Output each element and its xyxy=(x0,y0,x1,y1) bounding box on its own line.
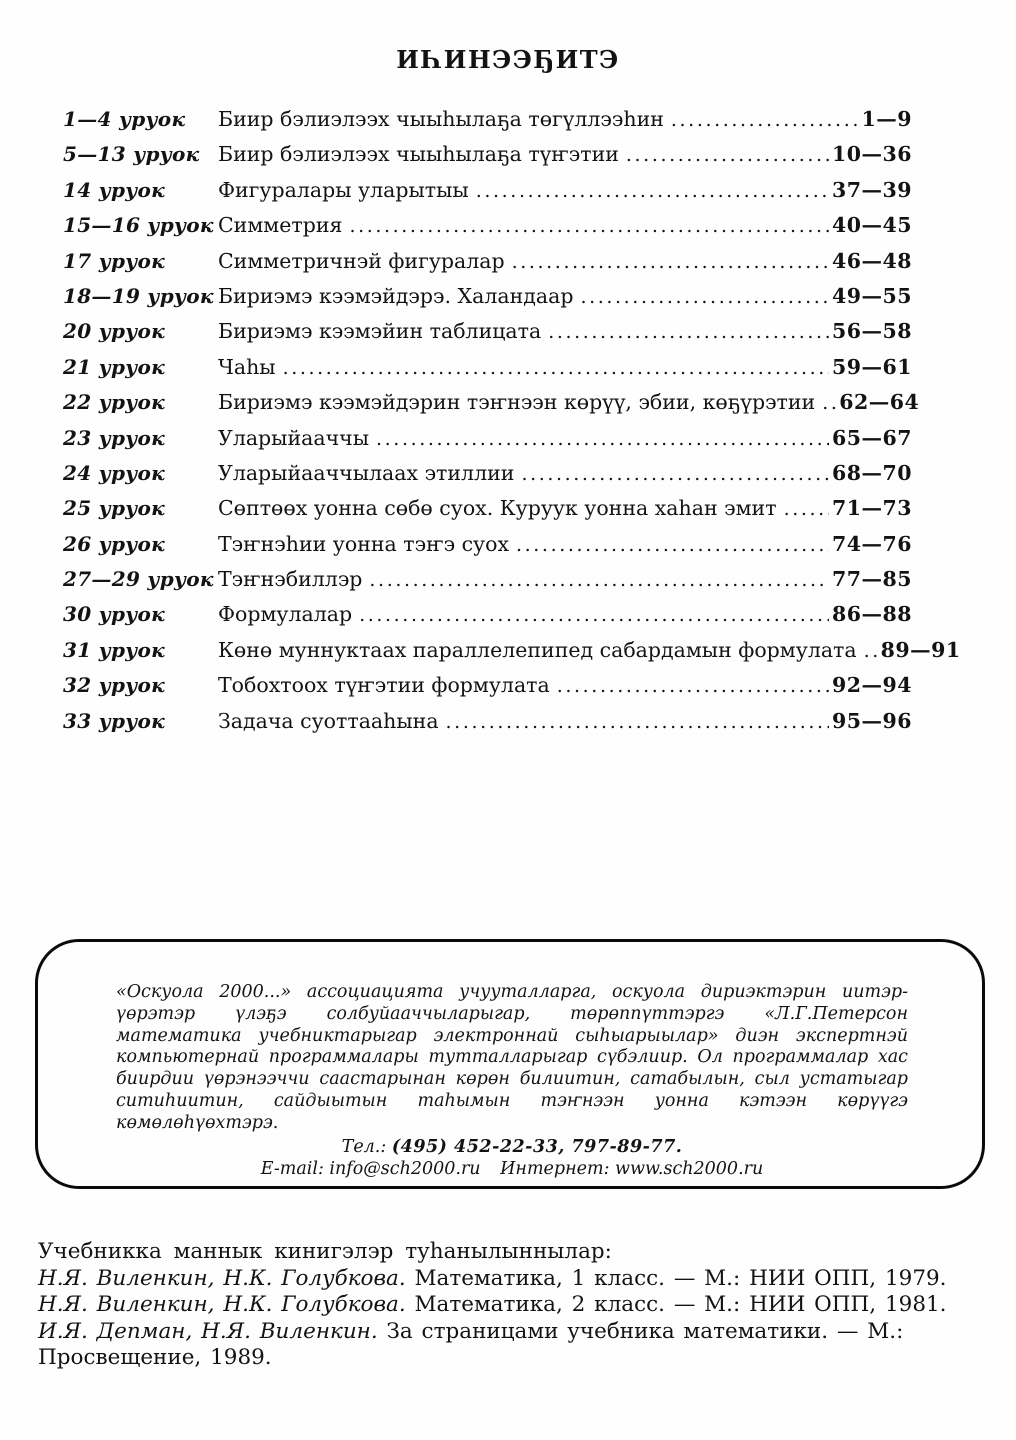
toc-row xyxy=(63,704,912,739)
entry-details: Математика, 1 класс. — М.: НИИ ОПП, 1979. xyxy=(405,1265,947,1291)
lesson-title: Бириэмэ кээмэйдэрэ. Халандаар xyxy=(218,283,574,308)
lesson-range-label: 15—16 уруок xyxy=(63,213,214,238)
toc-row xyxy=(63,279,912,314)
dot-leader xyxy=(516,527,829,563)
entry-authors: Н.Я. Виленкин, Н.К. Голубкова. xyxy=(38,1292,406,1318)
page-range: 71—73 xyxy=(831,496,912,521)
toc-row xyxy=(63,668,912,703)
lesson-range-label: 31 уруок xyxy=(63,637,165,662)
toc-row xyxy=(63,244,912,279)
entry-details: За страницами учебника математики. — М.: Просвещение, 1989. xyxy=(38,1318,904,1371)
dot-leader xyxy=(521,456,829,492)
dot-leader xyxy=(349,208,829,244)
table-of-contents xyxy=(63,102,961,739)
page-range: 86—88 xyxy=(831,602,912,627)
page-range: 40—45 xyxy=(831,213,912,238)
lesson-title: Тэҥнэһии уонна тэҥэ суох xyxy=(218,531,510,556)
lesson-title: Бириэмэ кээмэйин таблицата xyxy=(218,319,542,344)
lesson-title: Задача суоттааһына xyxy=(218,708,439,733)
page-range: 77—85 xyxy=(831,567,912,592)
bibliography-entry xyxy=(38,1266,958,1293)
lesson-range-label: 18—19 уруок xyxy=(63,283,214,308)
lesson-range-label: 14 уруок xyxy=(63,177,165,202)
email-address: E-mail: info@sch2000.ru xyxy=(260,1159,481,1180)
toc-row xyxy=(63,137,912,172)
dot-leader xyxy=(626,137,829,173)
page-range: 62—64 xyxy=(839,390,920,415)
lesson-title: Сөптөөх уонна сөбө суох. Куруук уонна хаһан эмит xyxy=(218,496,777,521)
lesson-title: Фигуралары уларытыы xyxy=(218,177,469,202)
lesson-range-label: 25 уруок xyxy=(63,496,165,521)
lesson-range-label: 32 уруок xyxy=(63,673,165,698)
page-range: 68—70 xyxy=(831,460,912,485)
lesson-range-label: 17 уруок xyxy=(63,248,165,273)
toc-row xyxy=(63,562,912,597)
phone-label: Тел.: xyxy=(341,1136,387,1157)
bibliography xyxy=(38,1239,958,1372)
toc-row xyxy=(63,350,912,385)
dot-leader xyxy=(369,562,829,598)
page-range: 65—67 xyxy=(831,425,912,450)
page-range: 1—9 xyxy=(861,107,912,131)
page-range: 56—58 xyxy=(831,319,912,344)
toc-row xyxy=(63,633,961,668)
page-range: 46—48 xyxy=(831,248,912,273)
lesson-title: Тобохтоох түҥэтии формулата xyxy=(218,673,550,698)
info-paragraph: «Оскуола 2000...» ассоциацията учууталларга, оскуола дириэктэрин иитэр-үөрэтэр үлэҕэ солбуйааччыларыгар, төрөппүттэргэ «Л.Г.Петерсон математика учебниктарыгар электроннай сыһыарыылар» диэн экспертнэй компьютернай программалары тутталларыгар сүбэлиир. Ол программалар хас биирдии үөрэнээччи саастарынан көрөн билиитин, сатабылын, сыл устатыгар ситиһиитин, сайдыытын таһымын тэҥнээн уонна кэтээн көрүүгэ көмөлөһүөхтэрэ. xyxy=(116,982,908,1133)
dot-leader xyxy=(548,314,829,350)
lesson-range-label: 24 уруок xyxy=(63,460,165,485)
lesson-range-label: 5—13 уруок xyxy=(63,142,200,167)
lesson-title: Чаһы xyxy=(218,354,276,379)
dot-leader xyxy=(557,668,829,704)
page-range: 59—61 xyxy=(831,354,912,379)
toc-row xyxy=(63,491,912,526)
lesson-range-label: 30 уруок xyxy=(63,602,165,627)
dot-leader xyxy=(864,633,878,669)
lesson-range-label: 23 уруок xyxy=(63,425,165,450)
toc-row xyxy=(63,456,912,491)
lesson-range-label: 33 уруок xyxy=(63,708,165,733)
dot-leader xyxy=(359,597,829,633)
bibliography-entry xyxy=(38,1292,958,1319)
dot-leader xyxy=(784,491,829,527)
toc-row xyxy=(63,208,912,243)
toc-row xyxy=(63,385,920,420)
website-address: Интернет: www.sch2000.ru xyxy=(500,1159,764,1180)
lesson-title: Симметричнэй фигуралар xyxy=(218,248,505,273)
toc-row xyxy=(63,314,912,349)
entry-details: Математика, 2 класс. — М.: НИИ ОПП, 1981. xyxy=(405,1292,947,1318)
dot-leader xyxy=(580,279,828,315)
lesson-title: Уларыйааччылаах этиллии xyxy=(218,460,515,485)
dot-leader xyxy=(822,385,836,421)
page-title: ИҺИНЭЭҔИТЭ xyxy=(396,45,620,74)
contacts-line xyxy=(116,1158,908,1182)
phone-numbers: (495) 452-22-33, 797-89-77. xyxy=(391,1136,683,1157)
lesson-title: Биир бэлиэлээх чыыһылаҕа түҥэтии xyxy=(218,142,619,167)
bibliography-intro: Учебникка маннык кинигэлэр туһанылыннылар: xyxy=(38,1239,612,1265)
toc-row xyxy=(63,597,912,632)
lesson-range-label: 21 уруок xyxy=(63,354,165,379)
page-range: 74—76 xyxy=(831,531,912,556)
toc-row xyxy=(63,102,912,137)
page-range: 49—55 xyxy=(831,283,912,308)
page-range: 37—39 xyxy=(831,177,912,202)
lesson-range-label: 26 уруок xyxy=(63,531,165,556)
entry-authors: Н.Я. Виленкин, Н.К. Голубкова. xyxy=(38,1265,406,1291)
publisher-info-box xyxy=(35,939,985,1189)
phone-line xyxy=(116,1136,908,1159)
dot-leader xyxy=(376,421,829,457)
dot-leader xyxy=(446,704,829,740)
dot-leader xyxy=(283,350,829,386)
page-range: 10—36 xyxy=(831,142,912,167)
lesson-title: Тэҥнэбиллэр xyxy=(218,567,363,592)
lesson-range-label: 27—29 уруок xyxy=(63,567,214,592)
lesson-title: Формулалар xyxy=(218,602,353,627)
lesson-range-label: 1—4 уруок xyxy=(63,107,186,131)
page-range: 95—96 xyxy=(831,708,912,733)
lesson-title: Көнө муннуктаах параллелепипед сабардамын формулата xyxy=(218,637,857,662)
toc-row xyxy=(63,421,912,456)
bibliography-entries xyxy=(38,1266,958,1372)
toc-row xyxy=(63,527,912,562)
lesson-title: Уларыйааччы xyxy=(218,425,370,450)
bibliography-entry xyxy=(38,1319,958,1372)
dot-leader xyxy=(512,244,829,280)
entry-authors: И.Я. Депман, Н.Я. Виленкин. xyxy=(38,1318,378,1344)
lesson-title: Симметрия xyxy=(218,213,343,238)
lesson-range-label: 20 уруок xyxy=(63,319,165,344)
toc-row xyxy=(63,173,912,208)
lesson-title: Биир бэлиэлээх чыыһылаҕа төгүллээһин xyxy=(218,107,664,131)
page-range: 92—94 xyxy=(831,673,912,698)
dot-leader xyxy=(476,173,829,209)
lesson-range-label: 22 уруок xyxy=(63,390,165,415)
page-range: 89—91 xyxy=(880,637,961,662)
dot-leader xyxy=(671,102,859,138)
lesson-title: Бириэмэ кээмэйдэрин тэҥнээн көрүү, эбии, көҕүрэтии xyxy=(218,390,816,415)
